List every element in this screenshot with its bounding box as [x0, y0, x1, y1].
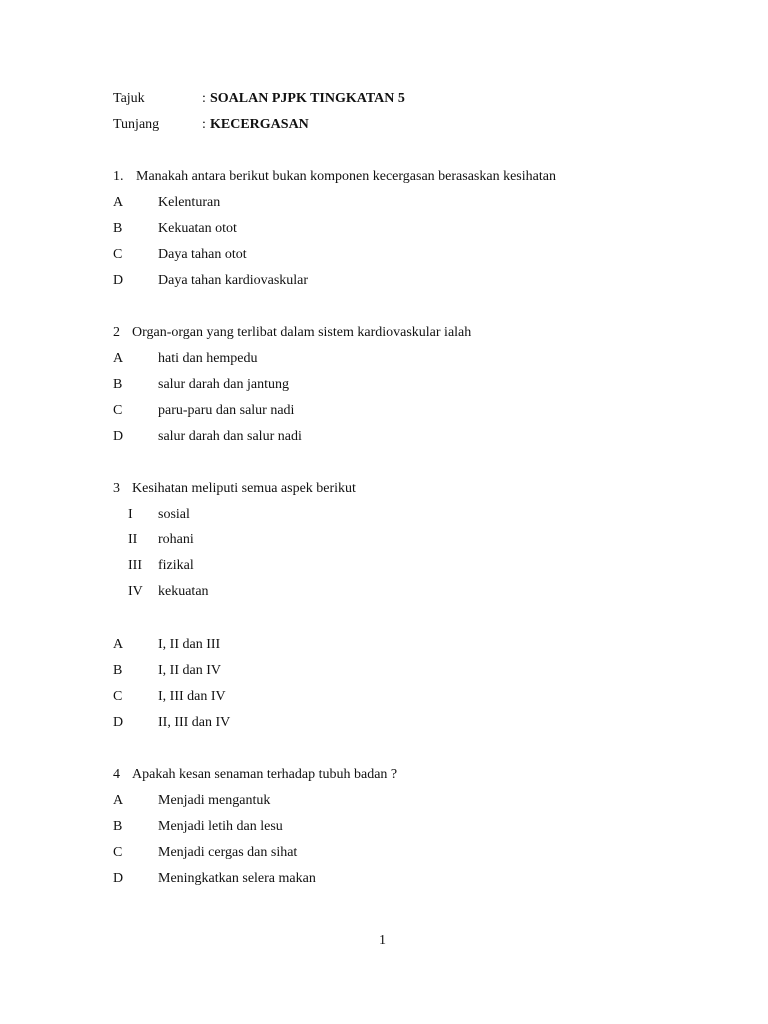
statement-text: sosial: [158, 507, 190, 522]
option-letter: B: [113, 221, 123, 236]
question-text: Manakah antara berikut bukan komponen kecergasan berasaskan kesihatan: [136, 169, 556, 184]
question-text: Kesihatan meliputi semua aspek berikut: [132, 481, 356, 496]
statement-text: kekuatan: [158, 584, 209, 599]
question-text: Organ-organ yang terlibat dalam sistem kardiovaskular ialah: [132, 325, 472, 340]
question-number: 4: [113, 767, 120, 782]
option-letter: A: [113, 637, 124, 652]
option-text: Kekuatan otot: [158, 221, 237, 236]
statement-numeral: I: [128, 507, 133, 522]
core-separator: :: [202, 117, 206, 132]
option-text: salur darah dan jantung: [158, 377, 290, 392]
option-letter: C: [113, 689, 123, 704]
option-letter: B: [113, 819, 123, 834]
document-title: SOALAN PJPK TINGKATAN 5: [210, 91, 405, 106]
option-letter: D: [113, 715, 124, 730]
option-letter: A: [113, 351, 124, 366]
option-letter: C: [113, 247, 123, 262]
option-letter: C: [113, 403, 123, 418]
option-letter: D: [113, 429, 124, 444]
question-text: Apakah kesan senaman terhadap tubuh badan ?: [132, 767, 398, 782]
statement-text: fizikal: [158, 558, 194, 573]
core-title: KECERGASAN: [210, 117, 309, 132]
option-letter: B: [113, 663, 123, 678]
option-text: I, II dan III: [158, 637, 221, 652]
option-text: Meningkatkan selera makan: [158, 871, 316, 886]
statement-numeral: III: [128, 558, 142, 573]
option-text: Menjadi cergas dan sihat: [158, 845, 298, 860]
statement-numeral: IV: [128, 584, 143, 599]
option-letter: C: [113, 845, 123, 860]
option-text: I, III dan IV: [158, 689, 226, 704]
option-text: Kelenturan: [158, 195, 221, 210]
statement-text: rohani: [158, 532, 194, 547]
question-number: 1.: [113, 169, 124, 184]
statement-numeral: II: [128, 532, 138, 547]
question-number: 2: [113, 325, 120, 340]
option-text: Menjadi mengantuk: [158, 793, 271, 808]
option-text: Menjadi letih dan lesu: [158, 819, 283, 834]
title-separator: :: [202, 91, 206, 106]
option-text: Daya tahan kardiovaskular: [158, 273, 309, 288]
title-label: Tajuk: [113, 91, 145, 106]
option-letter: B: [113, 377, 123, 392]
option-text: salur darah dan salur nadi: [158, 429, 302, 444]
option-text: II, III dan IV: [158, 715, 231, 730]
option-text: hati dan hempedu: [158, 351, 258, 366]
option-text: paru-paru dan salur nadi: [158, 403, 295, 418]
page-number: 1: [379, 933, 386, 948]
option-letter: D: [113, 871, 124, 886]
option-letter: A: [113, 793, 124, 808]
option-text: Daya tahan otot: [158, 247, 247, 262]
question-number: 3: [113, 481, 120, 496]
core-label: Tunjang: [113, 117, 160, 132]
option-letter: D: [113, 273, 124, 288]
option-letter: A: [113, 195, 124, 210]
option-text: I, II dan IV: [158, 663, 221, 678]
